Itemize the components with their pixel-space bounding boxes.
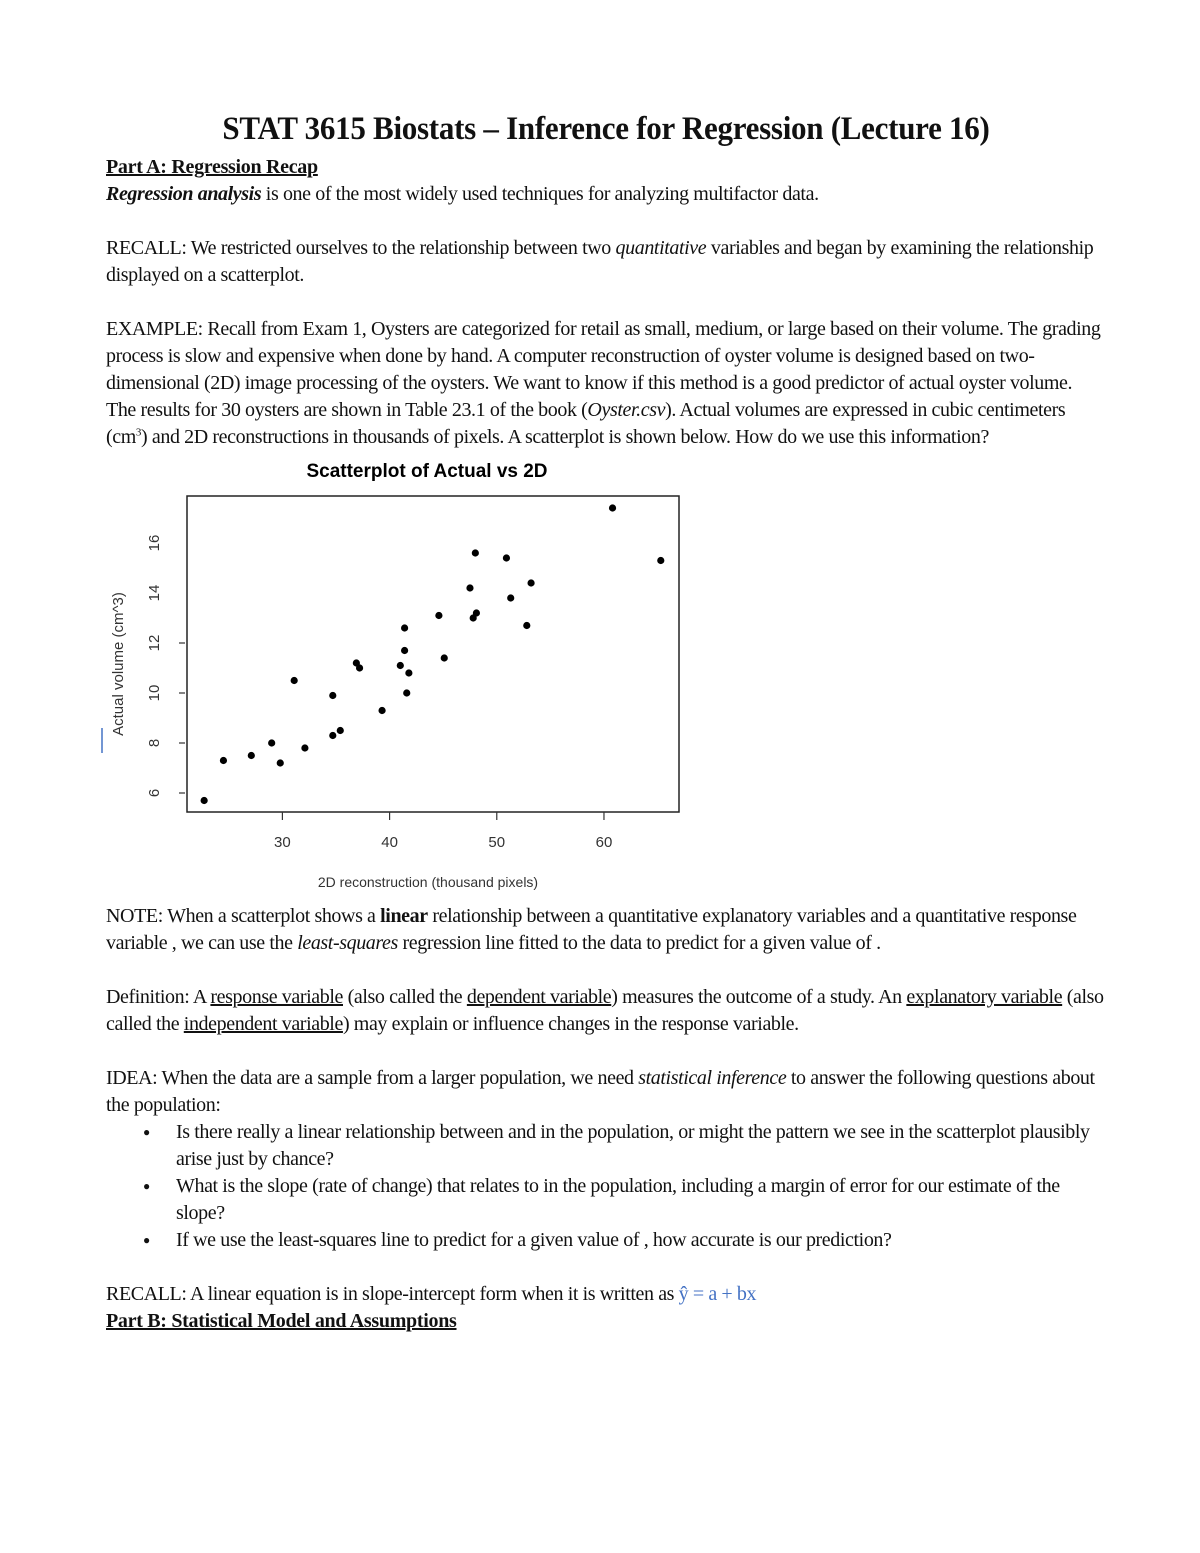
- y-tick-label: 16: [146, 534, 163, 552]
- data-point: [201, 797, 208, 804]
- definition-text-post: ) may explain or influence changes in the response variable.: [342, 1013, 799, 1035]
- definition-text-1: (also called the: [343, 986, 467, 1008]
- data-point: [401, 647, 408, 654]
- data-point: [329, 692, 336, 699]
- term-explanatory-variable: explanatory variable: [906, 986, 1063, 1008]
- data-points: [201, 504, 665, 804]
- question-list: [106, 1119, 1106, 1254]
- recall-text-post: variables and began by examining the relationship displayed on a scatterplot.: [106, 237, 1094, 286]
- note-bold-term: linear: [380, 905, 428, 927]
- data-point: [397, 662, 404, 669]
- data-point: [268, 739, 275, 746]
- data-point: [503, 554, 510, 561]
- example-text-mid: ). Actual volumes are expressed in cubic centimeters (cm: [106, 399, 1066, 448]
- document-title: STAT 3615 Biostats – Inference for Regression (Lecture 16): [222, 111, 990, 147]
- note-text-pre: NOTE: When a scatterplot shows a: [106, 905, 381, 927]
- note-text-post: regression line fitted to the data to predict for a given value of .: [397, 932, 881, 954]
- list-item: ● If we use the least-squares line to predict for a given value of , how accurate is our prediction?: [176, 1227, 1106, 1254]
- note-emphasis: least-squares: [297, 932, 398, 954]
- intro-paragraph: [106, 181, 1106, 208]
- intro-text: is one of the most widely used techniques for analyzing multifactor data.: [261, 183, 819, 205]
- x-tick-label: 60: [595, 834, 613, 851]
- list-item: ● What is the slope (rate of change) that relates to in the population, including a margin of error for our estimate of the slope?: [176, 1173, 1106, 1227]
- idea-paragraph: [106, 1065, 1106, 1119]
- part-a-heading: Part A: Regression Recap: [106, 156, 318, 178]
- data-point: [527, 579, 534, 586]
- data-point: [337, 727, 344, 734]
- example-text-pre: EXAMPLE: Recall from Exam 1, Oysters are categorized for retail as small, medium, or large based on their volume. The grading process is slow and expensive when done by hand. A computer reconstruction of oyster volume is designed based on two-dimensional (2D) image processing of the oysters. We want to know if this method is a good predictor of actual oyster volume. The results for 30 oysters are shown in Table 23.1 of the book (: [106, 318, 1101, 421]
- idea-text-post: to answer the following questions about the population:: [106, 1067, 1095, 1116]
- y-tick-label: 14: [146, 584, 163, 602]
- data-point: [473, 609, 480, 616]
- recall-text-pre: RECALL: We restricted ourselves to the relationship between two: [106, 237, 616, 259]
- data-point: [220, 757, 227, 764]
- list-item: ● Is there really a linear relationship between and in the population, or might the pattern we see in the scatterplot plausibly arise just by chance?: [176, 1119, 1106, 1173]
- data-point: [301, 744, 308, 751]
- x-tick-label: 50: [488, 834, 506, 851]
- data-point: [472, 549, 479, 556]
- example-text-post: ) and 2D reconstructions in thousands of pixels. A scatterplot is shown below. How do we use this information?: [141, 426, 989, 448]
- y-tick-label: 10: [146, 684, 163, 702]
- definition-paragraph: [106, 984, 1106, 1038]
- data-point: [507, 594, 514, 601]
- data-point: [401, 624, 408, 631]
- idea-text-pre: IDEA: When the data are a sample from a larger population, we need: [106, 1067, 639, 1089]
- scatterplot-figure: [106, 451, 1106, 903]
- plot-area-frame: [187, 496, 679, 812]
- example-superscript: 3: [135, 426, 142, 439]
- definition-text-3: (also called the: [106, 986, 1104, 1035]
- data-point: [378, 707, 385, 714]
- data-point: [405, 669, 412, 676]
- note-text-mid: relationship between a quantitative explanatory variables and a quantitative response variable , we can use the: [106, 905, 1077, 954]
- recall-emphasis: quantitative: [615, 237, 707, 259]
- recall-equation-text: RECALL: A linear equation is in slope-intercept form when it is written as: [106, 1283, 679, 1305]
- data-point: [466, 584, 473, 591]
- recall-paragraph: [106, 235, 1106, 289]
- data-point: [277, 759, 284, 766]
- document-page: [106, 104, 1106, 1335]
- x-tick-label: 40: [381, 834, 398, 851]
- x-axis: [274, 812, 612, 851]
- y-tick-label: 6: [146, 788, 163, 798]
- data-point: [441, 654, 448, 661]
- slope-intercept-equation: ŷ = a + bx: [678, 1283, 757, 1305]
- data-point: [248, 752, 255, 759]
- data-point: [435, 612, 442, 619]
- chart-title: Scatterplot of Actual vs 2D: [306, 461, 548, 482]
- term-dependent-variable: dependent variable: [466, 986, 612, 1008]
- definition-text-pre: Definition: A: [106, 986, 211, 1008]
- intro-term: Regression analysis: [106, 183, 262, 205]
- scatterplot-chart: [100, 443, 720, 898]
- recall-equation-paragraph: [106, 1281, 1106, 1308]
- x-tick-label: 30: [274, 834, 291, 851]
- data-point: [329, 732, 336, 739]
- y-tick-label: 8: [146, 738, 163, 748]
- part-b-heading: Part B: Statistical Model and Assumptions: [106, 1310, 457, 1332]
- y-tick-label: 12: [146, 634, 163, 652]
- data-point: [609, 504, 616, 511]
- definition-text-2: ) measures the outcome of a study. An: [611, 986, 907, 1008]
- example-paragraph: [106, 316, 1106, 451]
- x-axis-label: 2D reconstruction (thousand pixels): [317, 874, 539, 890]
- note-paragraph: [106, 903, 1106, 957]
- idea-emphasis: statistical inference: [638, 1067, 787, 1089]
- y-axis-label: Actual volume (cm^3): [110, 592, 127, 736]
- example-filename: Oyster.csv: [587, 399, 666, 421]
- data-point: [291, 677, 298, 684]
- term-response-variable: response variable: [210, 986, 343, 1008]
- data-point: [356, 664, 363, 671]
- data-point: [403, 689, 410, 696]
- data-point: [523, 622, 530, 629]
- y-axis: [146, 535, 185, 798]
- term-independent-variable: independent variable: [183, 1013, 343, 1035]
- data-point: [657, 557, 664, 564]
